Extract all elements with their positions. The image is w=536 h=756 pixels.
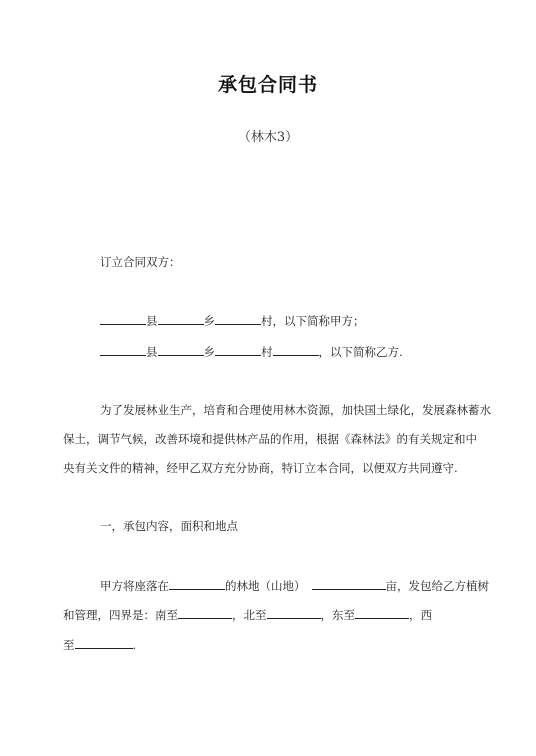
south-boundary-blank — [178, 606, 232, 619]
party-a-county-blank — [100, 312, 146, 325]
section-1-line-1-a: 甲方将座落在 — [100, 579, 169, 593]
document-subtitle: （林木3） — [237, 130, 299, 145]
party-b-township-label: 乡 — [203, 345, 215, 359]
document-title: 承包合同书 — [217, 74, 318, 96]
location-blank — [169, 577, 225, 590]
party-a-village-blank — [215, 312, 261, 325]
section-1-line-1-c: 亩，发包给乙方植树 — [385, 579, 489, 593]
party-a-village-label: 村，以下简称甲方； — [261, 314, 365, 328]
section-1-line-1-b: 的林地（山地） — [225, 579, 306, 593]
north-boundary-blank — [267, 606, 321, 619]
party-b-county-label: 县 — [146, 345, 158, 359]
west-boundary-blank — [75, 636, 133, 649]
party-a-line — [100, 312, 365, 329]
party-a-county-label: 县 — [146, 314, 158, 328]
preamble-line-2: 保土，调节气候，改善环境和提供林产品的作用，根据《森林法》的有关规定和中 — [63, 432, 477, 446]
party-a-township-label: 乡 — [203, 314, 215, 328]
east-boundary-blank — [355, 606, 409, 619]
party-b-township-blank — [158, 343, 204, 356]
section-1-line-2-d: ，西 — [409, 608, 432, 622]
party-b-extra-blank — [273, 343, 319, 356]
section-1-line-2-b: ，北至 — [232, 608, 267, 622]
party-b-suffix: ，以下简称乙方. — [318, 345, 403, 359]
party-a-township-blank — [158, 312, 204, 325]
preamble-line-1: 为了发展林业生产，培育和合理使用林木资源，加快国土绿化，发展森林蓄水 — [100, 403, 491, 417]
party-b-line — [100, 343, 403, 360]
area-blank — [312, 577, 386, 590]
party-b-village-label: 村 — [261, 345, 273, 359]
section-1-line-3 — [63, 636, 136, 653]
section-1-heading: 一，承包内容，面积和地点 — [100, 519, 238, 533]
party-b-county-blank — [100, 343, 146, 356]
section-1-line-1 — [100, 577, 489, 594]
section-1-line-2 — [63, 606, 432, 623]
section-1-line-2-a: 和管理，四界是：南至 — [63, 608, 178, 622]
section-1-line-3-b: . — [132, 638, 137, 652]
party-b-village-blank — [215, 343, 261, 356]
parties-heading: 订立合同双方： — [100, 255, 181, 269]
section-1-line-3-a: 至 — [63, 638, 75, 652]
section-1-line-2-c: ，东至 — [320, 608, 355, 622]
preamble-line-3: 央有关文件的精神，经甲乙双方充分协商，特订立本合同，以便双方共同遵守. — [63, 461, 458, 475]
